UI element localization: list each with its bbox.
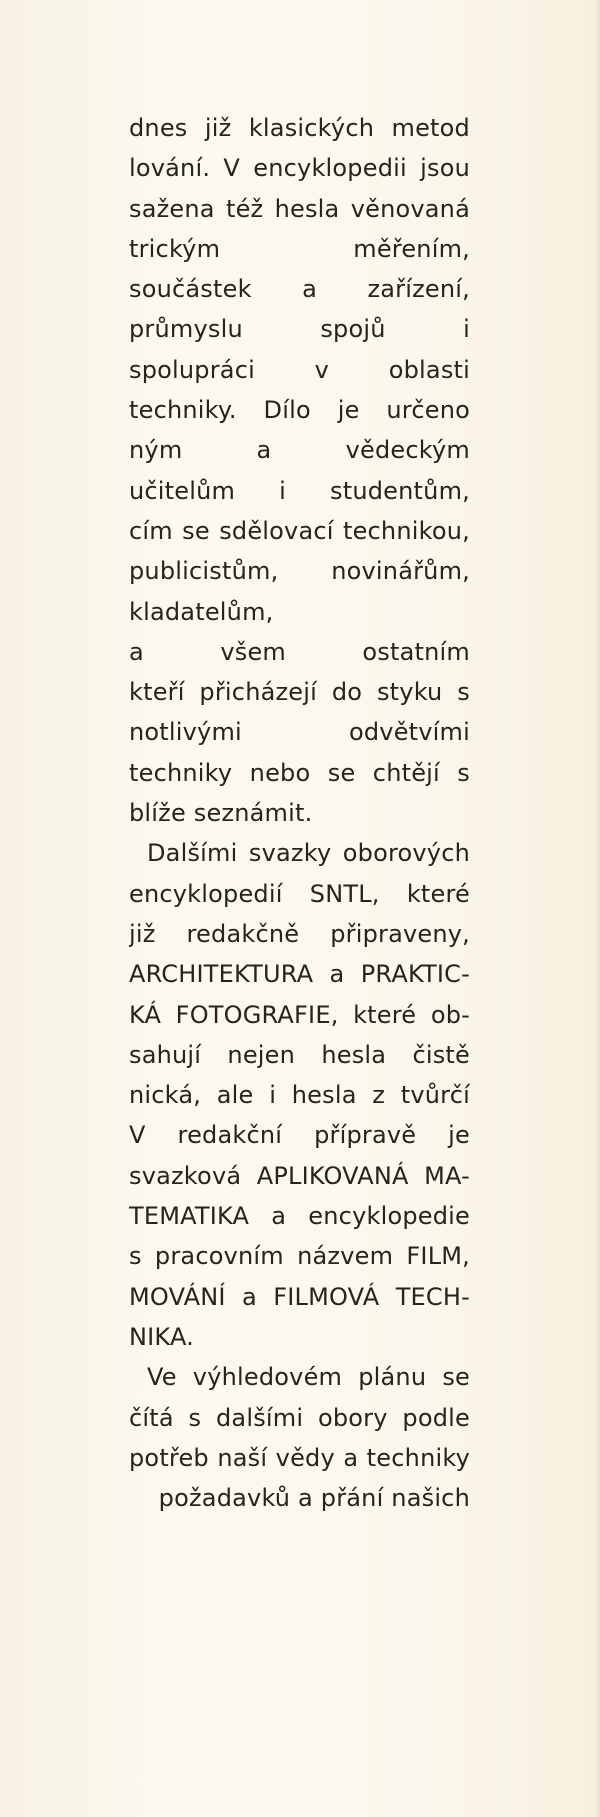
text-line: průmyslu spojů i	[129, 315, 470, 344]
text-line: TEMATIKA a encyklopedie	[129, 1202, 470, 1231]
page-edge-shadow	[594, 0, 600, 1817]
text-line: součástek a zařízení,	[129, 275, 470, 304]
text-line: V redakční přípravě je	[129, 1121, 470, 1150]
text-line: s pracovním názvem FILM,	[129, 1242, 470, 1271]
text-line: MOVÁNÍ a FILMOVÁ TECH-	[129, 1282, 470, 1311]
text-line: encyklopedií SNTL, které	[129, 879, 470, 908]
text-line: ným a vědeckým	[129, 436, 470, 465]
text-line: kteří přicházejí do styku s	[129, 678, 470, 707]
paragraph-last-line: NIKA.	[129, 1322, 194, 1351]
text-line: učitelům i studentům,	[129, 476, 470, 505]
text-line: KÁ FOTOGRAFIE, které ob-	[129, 1000, 470, 1029]
text-line: nická, ale i hesla z tvůrčí	[129, 1081, 470, 1110]
text-line: publicistům, novinářům,	[129, 557, 470, 586]
text-line: cím se sdělovací technikou,	[129, 516, 470, 545]
text-line: svazková APLIKOVANÁ MA-	[129, 1161, 470, 1190]
paragraph-last-line: blíže seznámit.	[129, 799, 313, 828]
text-line: čítá s dalšími obory podle	[129, 1403, 470, 1432]
paragraph-first-line: Dalšími svazky oborových	[147, 839, 470, 868]
text-line: požadavků a přání našich	[158, 1484, 470, 1513]
text-line: notlivými odvětvími	[129, 718, 470, 747]
text-line: lování. V encyklopedii jsou	[129, 154, 470, 183]
paragraph-first-line: Ve výhledovém plánu se	[147, 1363, 470, 1392]
text-line: potřeb naší vědy a techniky	[129, 1443, 470, 1472]
text-line: sahují nejen hesla čistě	[129, 1040, 470, 1069]
text-line: a všem ostatním	[129, 637, 470, 666]
text-line: sažena též hesla věnovaná	[129, 194, 470, 223]
text-line: již redakčně připraveny,	[129, 919, 470, 948]
text-line: dnes již klasických metod	[129, 114, 470, 142]
text-line: techniky. Dílo je určeno	[129, 396, 470, 425]
text-line: kladatelům,	[129, 597, 274, 626]
body-text	[129, 108, 470, 1518]
text-line: trickým měřením,	[129, 234, 470, 263]
text-line: ARCHITEKTURA a PRAKTIC-	[129, 960, 470, 989]
text-line: spolupráci v oblasti	[129, 355, 470, 384]
text-line: techniky nebo se chtějí s	[129, 758, 470, 787]
